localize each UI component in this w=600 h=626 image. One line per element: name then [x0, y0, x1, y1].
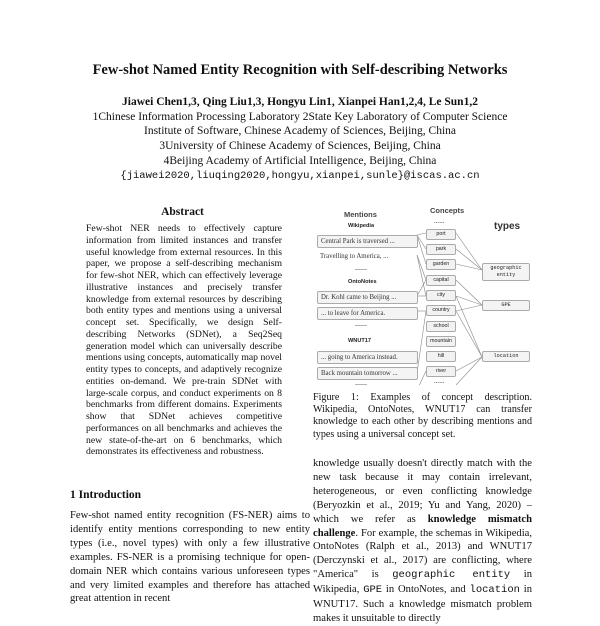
abstract-text: Few-shot NER needs to effectively capture information from limited instances and transfer useful knowledge from external resources. In this paper, we propose a self-describing mechanism for few-shot NER, which can effectively leverage illustrative instances and precisely transfer knowledge from external resources by describing both entity types and mentions using a universal concept set. Specifically, we design Self-describing Networks (SDNet), a Seq2Seq generation model which can universally describe mentions using concepts, automatically map novel entity types to concepts, and adaptively recognize entities on-demand. We pre-train SDNet with large-scale corpus, and conduct experiments on 8 benchmarks from different domains. Experiments show that SDNet achieves competitive performances on all benchmarks and achieves the new state-of-the-art on 6 benchmarks, which demonstrates its effectiveness and robustness. [86, 223, 282, 458]
concept-box: city [426, 290, 456, 301]
concept-box: river [426, 366, 456, 377]
affiliation-2: Institute of Software, Chinese Academy of Sciences, Beijing, China [143, 125, 457, 138]
ellipsis: ...... [434, 377, 445, 385]
affiliation-1: 1Chinese Information Processing Laboratory 2State Key Laboratory of Computer Science [92, 110, 508, 123]
concept-box: hill [426, 351, 456, 362]
ellipsis: ...... [355, 319, 367, 328]
figure-concept-description [310, 205, 532, 385]
concept-box: mountain [426, 336, 456, 347]
highlight-term: knowledge mismatch challenge [313, 513, 532, 539]
author-list: Jiawei Chen1,3, Qing Liu1,3, Hongyu Lin1, Xianpei Han1,2,4, Le Sun1,2 [122, 96, 478, 108]
concept-box: park [426, 244, 456, 255]
text-segment: in WNUT17. Such a knowledge mismatch problem makes it unsuitable to directly [313, 584, 533, 624]
text-segment: knowledge usually doesn't directly match with the new task because it may contain irrelevant, heterogeneous, or even conflicting knowledge (Beryozkin et al., 2019; Yu and Yang, 2020) – which we refer as [313, 458, 532, 525]
source-ontonotes: OntoNotes [348, 279, 377, 285]
affiliation-3: 3University of Chinese Academy of Sciences, Beijing, China [159, 140, 441, 153]
type-name: location [469, 584, 520, 597]
source-wnut17: WNUT17 [348, 338, 371, 344]
mention-box: Central Park is traversed ... [317, 235, 418, 248]
mention-box: Dr. Kohl came to Beijing ... [317, 291, 418, 304]
mention-box: ... going to America instead. [317, 351, 418, 364]
affiliation-4: 4Beijing Academy of Artificial Intelligence, Beijing, China [163, 154, 437, 167]
author-block [0, 95, 600, 183]
mention-box: ... to leave for America. [317, 307, 418, 320]
text-segment: . For example, the schemas in Wikipedia, OntoNotes (Ralph et al., 2013) and WNUT17 (Derczynski et al., 2017) are conflicting, where "America" is [313, 527, 532, 581]
body-text-right-column [313, 457, 532, 626]
concept-box: country [426, 305, 456, 316]
author-emails: {jiawei2020,liuqing2020,hongyu,xianpei,sunle}@iscas.ac.cn [120, 169, 480, 182]
introduction-text: Few-shot named entity recognition (FS-NER) aims to identify entity mentions corresponding to new entity types (i.e., novel types) with only a few illustrative examples. FS-NER is a promising technique for open-domain NER which contains various unforeseen types and very limited examples and therefore has attached great attention in recent [70, 510, 310, 605]
ellipsis: ...... [434, 217, 445, 225]
type-name: GPE [363, 584, 383, 597]
ellipsis: ...... [355, 263, 367, 272]
mention-box: Back mountain tomorrow ... [317, 367, 418, 380]
figure-caption: Figure 1: Examples of concept description. Wikipedia, OntoNotes, WNUT17 can transfer knowledge to each other by describing mentions and types using a universal concept set. [313, 392, 532, 440]
paper-title: Few-shot Named Entity Recognition with Self-describing Networks [92, 62, 508, 78]
section-heading-introduction: 1 Introduction [70, 489, 142, 501]
mentions-label: Mentions [344, 210, 377, 219]
concepts-label: Concepts [430, 206, 465, 215]
ellipsis: ...... [355, 378, 367, 387]
abstract-heading: Abstract [161, 206, 204, 218]
type-box: location [482, 351, 530, 362]
text-segment: in OntoNotes, and [382, 584, 470, 596]
type-box: GPE [482, 300, 530, 311]
mention-box: Travelling to America, ... [320, 253, 389, 260]
source-wikipedia: Wikipedia [348, 223, 375, 229]
text-segment: in Wikipedia, [313, 569, 532, 596]
type-box: geographic entity [482, 263, 530, 281]
type-name: geographic entity [392, 569, 511, 582]
types-label: types [494, 221, 521, 232]
concept-box: capital [426, 275, 456, 286]
concept-box: school [426, 321, 456, 332]
concept-box: garden [426, 259, 456, 270]
concept-box: port [426, 229, 456, 240]
